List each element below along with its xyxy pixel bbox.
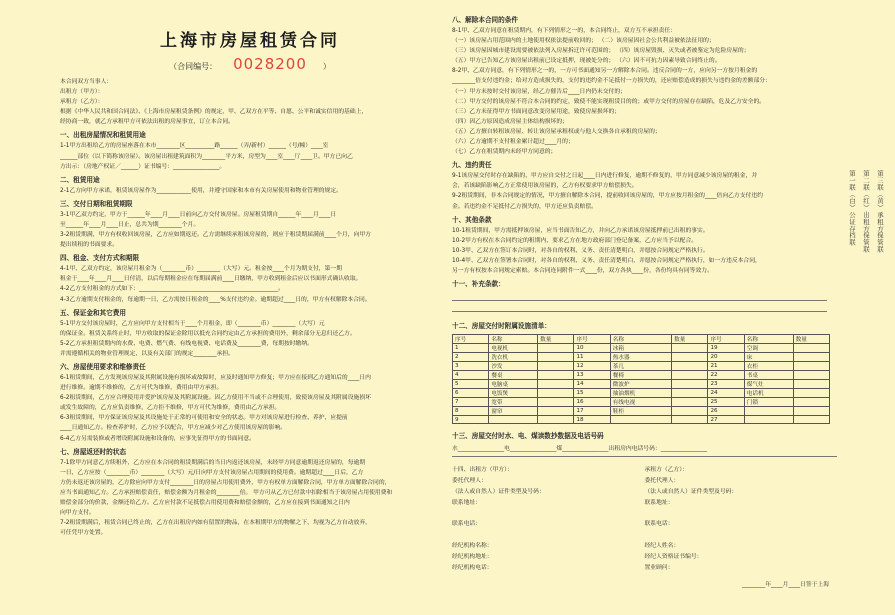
table-cell bbox=[610, 416, 671, 424]
table-row bbox=[453, 353, 830, 362]
section-6-line: ____日通知乙方。检查养护时，乙方应予以配合，甲方应减少对乙方使用该房屋的影响。 bbox=[60, 425, 287, 432]
lessor-line: 经纪机构电话： bbox=[452, 564, 493, 571]
section-6-line: 6-1租赁期间，乙方发现该房屋及其附属设施有损坏或故障时，应及时通知甲方修复；甲方应在接到乙方通知后的____日内 bbox=[60, 374, 371, 381]
intro-line: 承租方（乙方）： bbox=[60, 99, 104, 106]
section-8-line: （三）该房屋因城市建设需要被依法列入房屋拆迁许可范围的； （四）该房屋毁损、灭失或者被鉴定为危险房屋的； bbox=[452, 48, 750, 55]
table-cell: 空调 bbox=[744, 344, 793, 353]
copy-note-3: 第三联（黄）承租方保管联 bbox=[876, 170, 884, 253]
section-7-title: 七、房屋返还时的状态 bbox=[60, 447, 126, 456]
table-cell: 8 bbox=[453, 407, 489, 416]
section-2-title: 二、租赁用途 bbox=[60, 175, 100, 184]
table-cell: 鞋柜 bbox=[610, 407, 671, 416]
table-cell: 餐桌 bbox=[489, 371, 538, 380]
table-cell: 餐椅 bbox=[610, 371, 671, 380]
lessor-line: 联系电话： bbox=[452, 521, 481, 528]
table-cell: 电饭煲 bbox=[489, 389, 538, 398]
table-row bbox=[453, 407, 830, 416]
contract-title: 上海市房屋租赁合同 bbox=[160, 31, 340, 51]
section-3-line: 提出续租的书面要求。 bbox=[60, 242, 118, 249]
section-9-line: 会，若该缺陷影响乙方正常使用该房屋的，乙方有权要求甲方赔偿损失。 bbox=[452, 183, 638, 190]
section-7-line: 方仍未返还该房屋的，乙方除应向甲方支付________日的房屋占用使用费外，甲方有权单方面解除合同，甲方单方面解除合同的， bbox=[60, 479, 391, 486]
section-7-line: 赔偿金部分的价款，金额还给乙方。乙方应付款不足抵偿占用使用费和赔偿金额的，乙方应在接到书面通知之日内 bbox=[60, 500, 350, 506]
section-8-line: （七）乙方在租赁期内未经甲方同意的； bbox=[452, 149, 557, 156]
lessee-line: 经纪人姓名： bbox=[644, 543, 680, 550]
section-7-line: 一日，乙方应按（________币）________（大写）元/日向甲方支付该房屋占用期间的使用费。逾期超过____日后，乙方 bbox=[60, 469, 364, 476]
section-5-line: 5-1甲方交付该房屋时，乙方应向甲方支付相当于____个月租金，即（________币）________（大写）元 bbox=[60, 320, 325, 327]
table-cell: 3 bbox=[453, 362, 489, 371]
section-8-line: ________倍支付违约金；给对方造成损失的，支付的违约金不足抵付一方损失的，还应赔偿造成的损失与违约金的差额部分： bbox=[452, 78, 771, 85]
table-cell: 19 bbox=[708, 344, 744, 353]
lessee-line: （法人或自然人）证件类型及号码： bbox=[644, 489, 738, 496]
table-cell: 10 bbox=[574, 344, 610, 353]
table-cell bbox=[793, 353, 829, 362]
section-4-line: 4-3乙方逾期支付租金的，每逾期一日，乙方需按日租金的____%支付违约金。逾期超过____日的，甲方有权解除本合同。 bbox=[60, 296, 371, 303]
table-row bbox=[453, 416, 830, 424]
copy-note-2: 第二联（红）出租方保管联 bbox=[862, 170, 870, 253]
table-row bbox=[453, 389, 830, 398]
col-header: 序号 bbox=[453, 335, 489, 344]
lessor-line: （法人或自然人）证件类型及号码： bbox=[452, 489, 545, 496]
table-row bbox=[453, 380, 830, 389]
table-cell: 18 bbox=[574, 416, 610, 424]
table-cell: 16 bbox=[574, 398, 610, 407]
table-cell: 12 bbox=[574, 362, 610, 371]
section-1-title: 一、出租房屋情况和租赁用途 bbox=[60, 131, 146, 140]
table-cell: 27 bbox=[708, 416, 744, 424]
table-cell bbox=[538, 380, 574, 389]
table-cell: 6 bbox=[453, 389, 489, 398]
lessee-line: 联系地址： bbox=[644, 499, 674, 506]
table-cell: 17 bbox=[574, 407, 610, 416]
table-row bbox=[453, 344, 830, 353]
table-cell: 窗帘 bbox=[489, 407, 538, 416]
table-cell bbox=[672, 407, 708, 416]
section-10-line: 10-3甲、乙双方在签订本合同时，对各自的权利、义务、责任清楚明白，并愿按合同规定严格执行。 bbox=[452, 247, 709, 254]
section-5-line: 5-2乙方承担租赁期内的水费、电费、燃气费、有线电视费、电话费及________费，每期按时缴纳。 bbox=[60, 340, 313, 347]
section-8-line: （六）乙方逾期不支付租金累计超过____月的； bbox=[452, 139, 574, 146]
intro-line: 经协商一致，就乙方承租甲方可依法出租的房屋事宜，订立本合同。 bbox=[60, 119, 234, 126]
table-cell bbox=[793, 389, 829, 398]
section-13-title: 十三、房屋交付时水、电、煤读数抄数据及电话号码 bbox=[452, 432, 604, 441]
contract-no-close: ） bbox=[322, 62, 331, 71]
col-header: 名称 bbox=[489, 335, 538, 344]
section-3-line: 3-2租赁期满，甲方有权收回该房屋，乙方应如期返还。乙方需继续承租该房屋的，则应于租赁期届满前____个月，向甲方 bbox=[60, 232, 371, 239]
table-cell: 26 bbox=[708, 407, 744, 416]
section-3-line: 至______年____月____日止，总共为期________个月。 bbox=[60, 221, 200, 228]
section-3-line: 3-1甲乙双方约定，甲方于______年____月____日前向乙方交付该房屋。房屋租赁期自______年____月____日 bbox=[60, 211, 337, 218]
intro-line: 本合同双方当事人： bbox=[60, 79, 113, 85]
table-cell bbox=[672, 380, 708, 389]
section-6-line: 进行维修。逾期不维修的，乙方可代为维修，费用由甲方承担。 bbox=[60, 385, 223, 392]
col-header: 名称 bbox=[744, 335, 793, 344]
table-cell: 25 bbox=[708, 398, 744, 407]
lessor-line bbox=[452, 530, 645, 541]
intro-block bbox=[60, 77, 440, 127]
section-6-line: 6-4乙方另需装修或者增设附属设施和设备的，应事先征得甲方的书面同意。 bbox=[60, 435, 255, 442]
section-5-line: 并需遵循相关的物业管理规定，以及有关部门的规定________承担。 bbox=[60, 350, 234, 357]
section-6-line: 或发生故障的，乙方应负责维修，乙方拒不维修，甲方可代为维修，费用由乙方承担。 bbox=[60, 405, 281, 412]
lessor-line bbox=[452, 509, 645, 520]
table-cell bbox=[793, 362, 829, 371]
table-cell: 21 bbox=[708, 362, 744, 371]
section-7-line: 可任凭甲方处置。 bbox=[60, 530, 107, 537]
table-cell: 电脑桌 bbox=[489, 380, 538, 389]
section-9-line: 金。若违约金不足抵付乙方损失的，甲方还应负责赔偿。 bbox=[452, 203, 597, 210]
table-row bbox=[453, 371, 830, 380]
table-cell bbox=[793, 398, 829, 407]
table-cell bbox=[672, 362, 708, 371]
table-cell: 有线电视 bbox=[610, 398, 671, 407]
table-cell: 11 bbox=[574, 353, 610, 362]
table-cell: 2 bbox=[453, 353, 489, 362]
table-cell bbox=[672, 398, 708, 407]
table-cell: 洗衣机 bbox=[489, 353, 538, 362]
table-cell: 20 bbox=[708, 353, 744, 362]
section-7-line: 应当书面通知乙方。乙方承担赔偿责任，赔偿金额为月租金的________倍。 甲方可从乙方已付款中扣除相当于该房屋占用使用费和 bbox=[60, 489, 393, 496]
section-5-line: 的保证金。租赁关系终止时，甲方收取的保证金除用以抵充合同约定由乙方承担的费用外，剩余部分无息归还乙方。 bbox=[60, 330, 356, 337]
section-12-title: 十二、房屋交付时附属设施清单： bbox=[452, 322, 551, 331]
intro-line: 根据《中华人民共和国合同法》、《上海市房屋租赁条例》的规定，甲、乙双方在平等、自愿、公平和诚实信用的基础上， bbox=[60, 109, 368, 116]
table-cell bbox=[538, 398, 574, 407]
lessor-line: 联系地址： bbox=[452, 499, 481, 506]
table-cell: 22 bbox=[708, 371, 744, 380]
section-8-line: 8-1甲、乙双方同意在租赁期内，有下列情形之一的，本合同终止，双方互不承担责任： bbox=[452, 28, 676, 34]
col-header: 数量 bbox=[672, 335, 708, 344]
col-header: 序号 bbox=[574, 335, 610, 344]
section-8-line: 8-2甲、乙双方同意，有下列情形之一的，一方可书面通知另一方解除本合同。违反合同的一方，应向另一方按月租金的 bbox=[452, 68, 758, 75]
section-4-line: 租金于____年____月____日付清，以后每期租金应在每期届满前____日缴纳，甲方收到租金后应以书面形式确认收取。 bbox=[60, 276, 362, 283]
section-7-line: 7-1除甲方同意乙方续租外，乙方应在本合同的租赁期满后的当日内返还该房屋，未经甲方同意逾期返还房屋的，每逾期 bbox=[60, 459, 366, 466]
section-8-line: （五）甲方已告知乙方该房屋出租前已设定抵押，现被处分的； （六）因不可抗力因素导致合同终止的。 bbox=[452, 58, 721, 65]
table-cell: 煤气灶 bbox=[744, 380, 793, 389]
section-5-title: 五、保证金和其它费用 bbox=[60, 308, 126, 317]
section-11-title: 十一、补充条款： bbox=[452, 280, 505, 289]
lessee-line: 委托代理人： bbox=[644, 478, 680, 485]
table-cell bbox=[793, 416, 829, 424]
section-6-title: 六、房屋使用要求和维修责任 bbox=[60, 362, 146, 371]
lessee-line: 联系电话： bbox=[644, 521, 674, 528]
table-cell bbox=[672, 344, 708, 353]
contract-number-row bbox=[60, 55, 440, 73]
table-cell: 9 bbox=[453, 416, 489, 424]
table-cell: 4 bbox=[453, 371, 489, 380]
section-7-line: 向甲方支付。 bbox=[60, 510, 95, 517]
section-8-line: （四）因乙方原因造成房屋主体结构损坏的； bbox=[452, 118, 568, 125]
lessor-signature-col bbox=[452, 465, 645, 573]
table-cell: 书桌 bbox=[744, 371, 793, 380]
table-cell: 1 bbox=[453, 344, 489, 353]
section-8-line: （三）乙方未征得甲方书面同意改变房屋用途，致使房屋损坏的； bbox=[452, 108, 621, 115]
section-3-title: 三、交付日期和租赁期限 bbox=[60, 199, 133, 208]
table-cell: 14 bbox=[574, 380, 610, 389]
signature-grid bbox=[452, 465, 837, 573]
section-4-line: 4-1甲、乙双方约定，该房屋月租金为（________币）________（大写）元。租金按____个月为期支付，第一期 bbox=[60, 266, 342, 273]
table-cell: 23 bbox=[708, 380, 744, 389]
col-header: 数量 bbox=[793, 335, 829, 344]
table-cell: 电视机 bbox=[489, 344, 538, 353]
section-8-line: （一）该房屋占用范围内的土地使用权依法提前收回的； （二）该房屋因社会公共利益被依法征用的； bbox=[452, 38, 715, 45]
table-cell bbox=[793, 380, 829, 389]
section-9-title: 九、违约责任 bbox=[452, 161, 492, 170]
section-1-line: 1-1甲方出租给乙方的房屋座落在本市________区__________路______（弄/新村）______（号/幢）____室 bbox=[60, 143, 329, 150]
lessee-line bbox=[645, 530, 838, 541]
copy-notes bbox=[841, 170, 889, 410]
table-cell: 沙发 bbox=[489, 362, 538, 371]
section-9-line: 9-2租赁期间，非本合同规定的情况，甲方擅自解除本合同，提前收回该房屋的，甲方应按月租金的____倍向乙方支付违约 bbox=[452, 193, 763, 200]
table-cell bbox=[538, 344, 574, 353]
section-8-line: （一）甲方未按时交付该房屋，经乙方催告后____日内仍未交付的； bbox=[452, 88, 626, 95]
table-cell bbox=[793, 407, 829, 416]
table-cell: 床 bbox=[744, 353, 793, 362]
left-column bbox=[60, 12, 440, 538]
sign-date: ________年____月____日签于上海 bbox=[742, 582, 829, 589]
section-6-line: 6-3租赁期间，甲方保证该房屋及其设施处于正常的可使用和安全的状态。甲方对该房屋进行检查、养护，应提前 bbox=[60, 415, 348, 422]
contract-number: 0028200 bbox=[233, 55, 307, 73]
supplement-blank-line[interactable] bbox=[452, 290, 827, 301]
table-cell: 7 bbox=[453, 398, 489, 407]
section-8-title: 八、解除本合同的条件 bbox=[452, 16, 518, 24]
section-10-line: 另一方有权按本合同规定索赔。本合同连同附件一式____份，双方各执____份，各份均具有同等效力。 bbox=[452, 267, 713, 274]
facilities-table bbox=[452, 334, 830, 424]
section-2-line: 2-1乙方向甲方承诺，租赁该房屋作为____________使用，并遵守国家和本市有关房屋使用和物业管理的规定。 bbox=[60, 187, 342, 194]
table-cell bbox=[744, 407, 793, 416]
table-cell bbox=[672, 371, 708, 380]
table-cell: 衣柜 bbox=[744, 362, 793, 371]
contract-no-label: （合同编号： bbox=[169, 62, 218, 71]
table-cell bbox=[538, 371, 574, 380]
table-cell: 5 bbox=[453, 380, 489, 389]
table-cell bbox=[538, 407, 574, 416]
table-cell: 门锁 bbox=[744, 398, 793, 407]
table-cell: 抽油烟机 bbox=[610, 389, 671, 398]
table-cell: 微波炉 bbox=[610, 380, 671, 389]
lessee-line bbox=[645, 509, 838, 520]
section-1-line: ______部位（以下简称该房屋）。该房屋出租建筑面积为________平方米，房型为____室____厅____卫。甲方已向乙 bbox=[60, 153, 353, 160]
table-row bbox=[453, 398, 830, 407]
table-cell bbox=[672, 389, 708, 398]
lessor-title: 十四、出租方（甲方）： bbox=[452, 467, 513, 474]
table-cell bbox=[538, 389, 574, 398]
table-cell: 24 bbox=[708, 389, 744, 398]
section-10-line: 10-1租赁期间，甲方需抵押该房屋，应当书面告知乙方，并向乙方承诺该房屋抵押前已出租的事实。 bbox=[452, 227, 709, 234]
table-cell bbox=[744, 416, 793, 424]
lessee-line: 经纪人资格证书编号： bbox=[644, 553, 703, 560]
lessor-line: 委托代理人： bbox=[452, 478, 487, 485]
table-cell: 冰箱 bbox=[610, 344, 671, 353]
section-10-line: 10-2甲方有权在本合同约定的租期内，要求乙方在地方政府部门登记备案，乙方应当予以配合。 bbox=[452, 237, 698, 244]
section-4-line: 4-2乙方支付租金的方式如下：________________________________________________。 bbox=[60, 286, 284, 293]
lessor-line: 经纪机构地址： bbox=[452, 553, 493, 560]
section-6-line: 6-2租赁期间，乙方应合理使用并爱护该房屋及其附属设施。因乙方使用不当或不合理使用，致使该房屋及其附属设施损坏 bbox=[60, 395, 371, 402]
table-cell: 茶几 bbox=[610, 362, 671, 371]
table-cell: 电话机 bbox=[744, 389, 793, 398]
section-10-title: 十、其他条款 bbox=[452, 215, 492, 224]
table-cell bbox=[672, 416, 708, 424]
lessee-title: 承租方（乙方）： bbox=[644, 467, 688, 474]
col-header: 名称 bbox=[610, 335, 671, 344]
section-8-line: （二）甲方交付的该房屋不符合本合同的约定，致使不能实现租赁目的的；或甲方交付的房屋存在缺陷，危及乙方安全的。 bbox=[452, 98, 766, 105]
table-cell bbox=[793, 371, 829, 380]
copy-note-1: 第一联（白）公证存档联 bbox=[848, 170, 856, 246]
table-row bbox=[453, 362, 830, 371]
meter-readings-line: 水________________电________________煤________________出租房内电话号码：________________ bbox=[452, 442, 837, 457]
table-cell bbox=[538, 353, 574, 362]
table-cell bbox=[672, 353, 708, 362]
table-cell bbox=[793, 344, 829, 353]
table-header-row bbox=[453, 335, 830, 344]
table-cell bbox=[538, 362, 574, 371]
intro-line: 出租方（甲方）： bbox=[60, 89, 104, 96]
section-1-line: 方出示：（房地产权证／______）证书编号：________________。 bbox=[60, 163, 226, 170]
section-10-line: 10-4甲、乙双方在签署本合同时，对各自的权利、义务、责任清楚明白，并愿按合同规定严格执行，如一方违反本合同， bbox=[452, 257, 761, 264]
section-4-title: 四、租金、支付方式和期限 bbox=[60, 254, 140, 263]
table-cell: 热水器 bbox=[610, 353, 671, 362]
right-column bbox=[452, 12, 837, 588]
col-header: 序号 bbox=[708, 335, 744, 344]
table-cell bbox=[538, 416, 574, 424]
table-cell: 宽带 bbox=[489, 398, 538, 407]
table-cell: 15 bbox=[574, 389, 610, 398]
lessor-line: 经纪机构名称： bbox=[452, 543, 493, 550]
section-8-line: （五）乙方擅自转租该房屋、转让该房屋承租权或与他人交换各自承租的房屋的； bbox=[452, 128, 661, 135]
section-7-line: 7-2租赁期满后，租赁合同已终止的，乙方在出租房内如有留置的物品，在本租期甲方的物解之下，均视为乙方自动放弃， bbox=[60, 520, 371, 527]
col-header: 数量 bbox=[538, 335, 574, 344]
section-9-line: 9-1该房屋交付时存在缺陷的，甲方应自交付之日起____日内进行修复，逾期不修复的，甲方同意减少该房屋的租金，并 bbox=[452, 173, 758, 180]
table-cell bbox=[489, 416, 538, 424]
supplement-blank-line[interactable] bbox=[452, 301, 827, 312]
lessee-line: 置业顾问： bbox=[644, 564, 674, 571]
lessee-signature-col bbox=[645, 465, 838, 573]
table-cell: 13 bbox=[574, 371, 610, 380]
